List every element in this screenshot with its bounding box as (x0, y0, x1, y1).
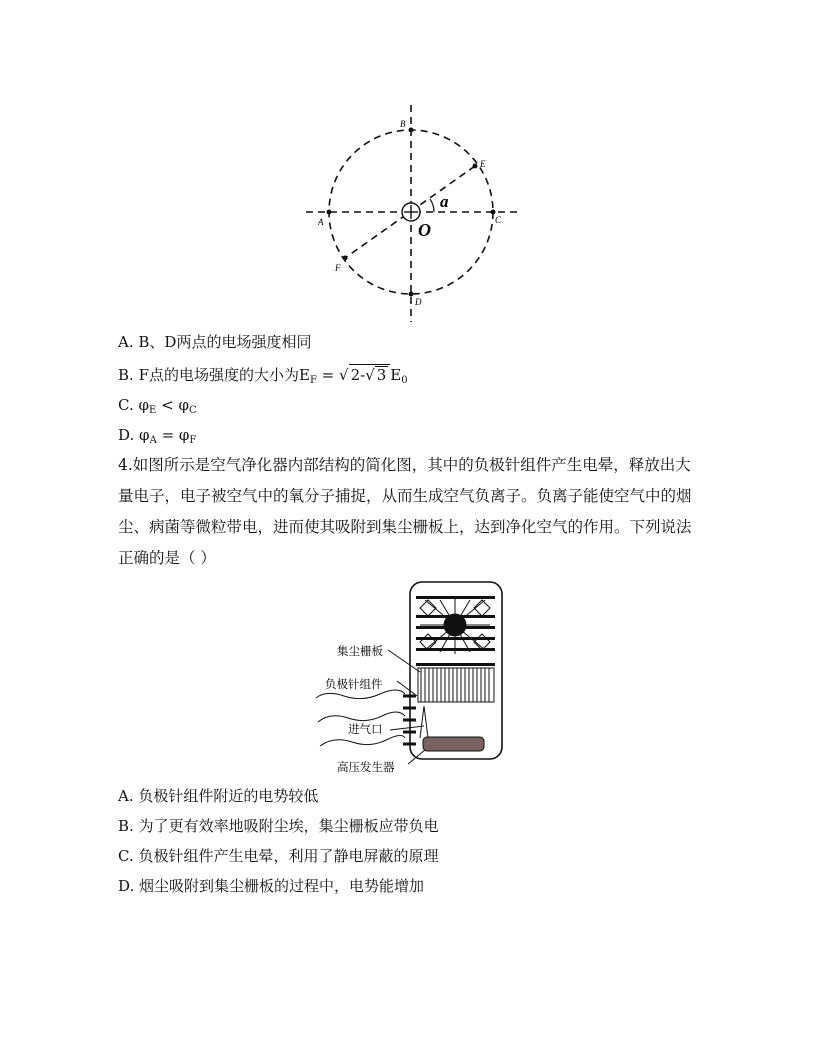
radical-content (349, 364, 391, 383)
q3-option-a (118, 332, 311, 352)
point-e-dot (473, 164, 478, 169)
q4-option-d (118, 876, 424, 896)
airflow-waves (316, 690, 405, 746)
question-4-text: 4.如图所示是空气净化器内部结构的简化图，其中的负极针组件产生电晕，释放出大量电子，电子被空气中的氧分子捕捉，从而生成空气负离子。负离子能使空气中的烟尘、病菌等微粒带电，进而使其吸附到集尘栅板上，达到净化空气的作用。下列说法正确的是（ ） (118, 456, 692, 567)
operator: = (156, 426, 179, 444)
point-c-dot (491, 210, 496, 215)
inner-sqrt-sign: √ (365, 366, 375, 384)
option-letter: D. (118, 426, 135, 444)
option-text: 负极针组件产生电晕，利用了静电屏蔽的原理 (138, 847, 439, 865)
point-b-dot (409, 128, 414, 133)
equals-sign: = (316, 366, 339, 384)
option-letter: B. (118, 817, 134, 835)
q4-option-c (118, 846, 439, 866)
label-e: E (480, 159, 486, 169)
label-c: C (495, 215, 502, 225)
point-a-dot (327, 210, 332, 215)
label-o: O (418, 220, 431, 240)
phi-symbol: φ (178, 396, 189, 414)
sqrt-sign: √ (339, 366, 349, 384)
option-letter: C. (118, 396, 134, 414)
subscript: A (149, 435, 157, 446)
option-text: 烟尘吸附到集尘栅板的过程中，电势能增加 (139, 877, 425, 895)
option-text: B、D两点的电场强度相同 (138, 333, 312, 351)
subscript: F (189, 435, 197, 446)
hv-generator (423, 737, 484, 751)
label-d: D (415, 297, 422, 307)
q3-option-c (118, 395, 197, 421)
option-text: 负极针组件附近的电势较低 (138, 787, 319, 805)
point-d-dot (409, 292, 414, 297)
label-a: A (318, 217, 324, 227)
option-letter: C. (118, 847, 134, 865)
label-b: B (400, 119, 406, 129)
option-text: F点的电场强度的大小为E (138, 366, 310, 384)
q4-option-a (118, 786, 318, 806)
inner-radical: 3 (376, 366, 387, 384)
positive-charge (402, 203, 420, 221)
subscript: C (188, 405, 197, 416)
point-f-dot (343, 256, 348, 261)
subscript-0: 0 (401, 375, 408, 386)
angle-arc (430, 199, 434, 212)
q3-option-d (118, 425, 196, 451)
q4-option-b (118, 816, 439, 836)
grid-bar (416, 663, 495, 666)
label-f: F (335, 263, 341, 273)
label-angle-a: a (440, 192, 449, 211)
subscript: E (149, 405, 157, 416)
option-letter: B. (118, 366, 134, 384)
option-text: 为了更有效率地吸附尘埃，集尘栅板应带负电 (138, 817, 439, 835)
e-symbol: E (390, 366, 402, 384)
charge-circle-figure (300, 100, 525, 325)
option-letter: A. (118, 787, 134, 805)
radical-text: 2- (350, 366, 366, 384)
q3-option-b (118, 363, 408, 391)
option-letter: D. (118, 877, 135, 895)
phi-symbol: φ (178, 426, 190, 444)
label-dust-grid: 集尘栅板 (337, 644, 383, 658)
label-neg-needle: 负极针组件 (325, 677, 383, 691)
subscript-f: F (309, 375, 317, 386)
phi-symbol: φ (139, 426, 150, 444)
operator: < (156, 396, 179, 414)
label-hv-generator: 高压发生器 (337, 760, 395, 774)
phi-symbol: φ (138, 396, 150, 414)
label-inlet: 进气口 (348, 722, 383, 736)
option-letter: A. (118, 333, 134, 351)
air-purifier-figure (300, 578, 510, 778)
